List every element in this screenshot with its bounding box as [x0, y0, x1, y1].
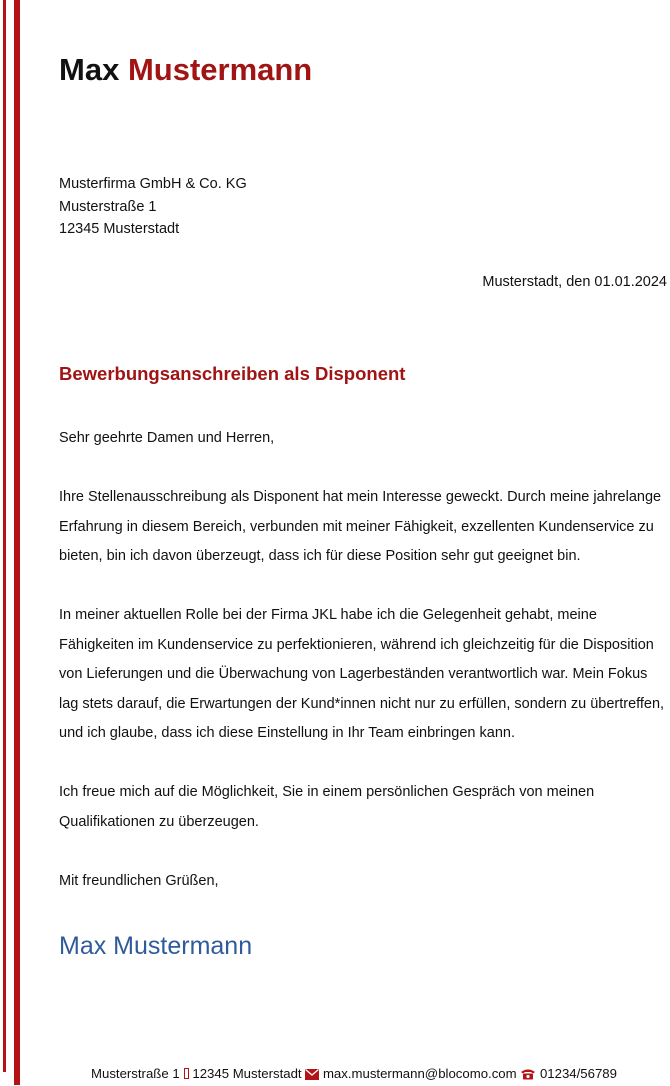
- date-line: Musterstadt, den 01.01.2024: [482, 274, 667, 290]
- decorative-stripe-thick: [14, 0, 20, 1085]
- closing-line: Mit freundlichen Grüßen,: [59, 872, 219, 889]
- letter-body: [59, 424, 669, 896]
- footer-street: Musterstraße 1: [91, 1066, 180, 1081]
- phone-icon: [520, 1066, 536, 1086]
- sender-name-header: [59, 50, 312, 90]
- decorative-stripe-thin: [3, 0, 6, 1072]
- sender-last-name: Mustermann: [127, 52, 313, 87]
- recipient-city: 12345 Musterstadt: [59, 221, 180, 237]
- recipient-street: Musterstraße 1: [59, 198, 157, 215]
- signature: Max Mustermann: [59, 932, 253, 960]
- body-paragraph-2: In meiner aktuellen Rolle bei der Firma JKL habe ich die Gelegenheit gehabt, meine Fähigkeiten im Kundenservice zu perfektionieren, während ich gleichzeitig für die Disposition von Lieferungen und die Überwachung von Lagerbeständen verantwortlich war. Mein Fokus lag stets darauf, die Erwartungen der Kund*innen nicht nur zu erfüllen, sondern zu übertreffen, und ich glaube, dass ich diese Einstellung in Ihr Team einbringen kann.: [59, 607, 665, 741]
- letter-subject: Bewerbungsanschreiben als Disponent: [59, 363, 406, 384]
- recipient-company: Musterfirma GmbH & Co. KG: [59, 176, 247, 192]
- sender-first-name: Max: [59, 52, 120, 87]
- footer-phone: 01234/56789: [539, 1066, 617, 1081]
- body-paragraph-1: Ihre Stellenausschreibung als Disponent hat mein Interesse geweckt. Durch meine jahrelange Erfahrung in diesem Bereich, verbunden mit meiner Fähigkeit, exzellenten Kundenservice zu bieten, bin ich davon überzeugt, dass ich für diese Position sehr gut geeignet bin.: [59, 489, 662, 564]
- recipient-address: [59, 173, 247, 241]
- salutation: Sehr geehrte Damen und Herren,: [59, 430, 275, 446]
- body-paragraph-3: Ich freue mich auf die Möglichkeit, Sie in einem persönlichen Gespräch von meinen Qualifikationen zu überzeugen.: [59, 784, 595, 830]
- footer-email: max.mustermann@blocomo.com: [322, 1066, 517, 1081]
- mail-icon: [305, 1066, 319, 1086]
- footer-contact: [91, 1064, 617, 1086]
- location-icon: [184, 1068, 189, 1079]
- footer-city: 12345 Musterstadt: [192, 1066, 302, 1081]
